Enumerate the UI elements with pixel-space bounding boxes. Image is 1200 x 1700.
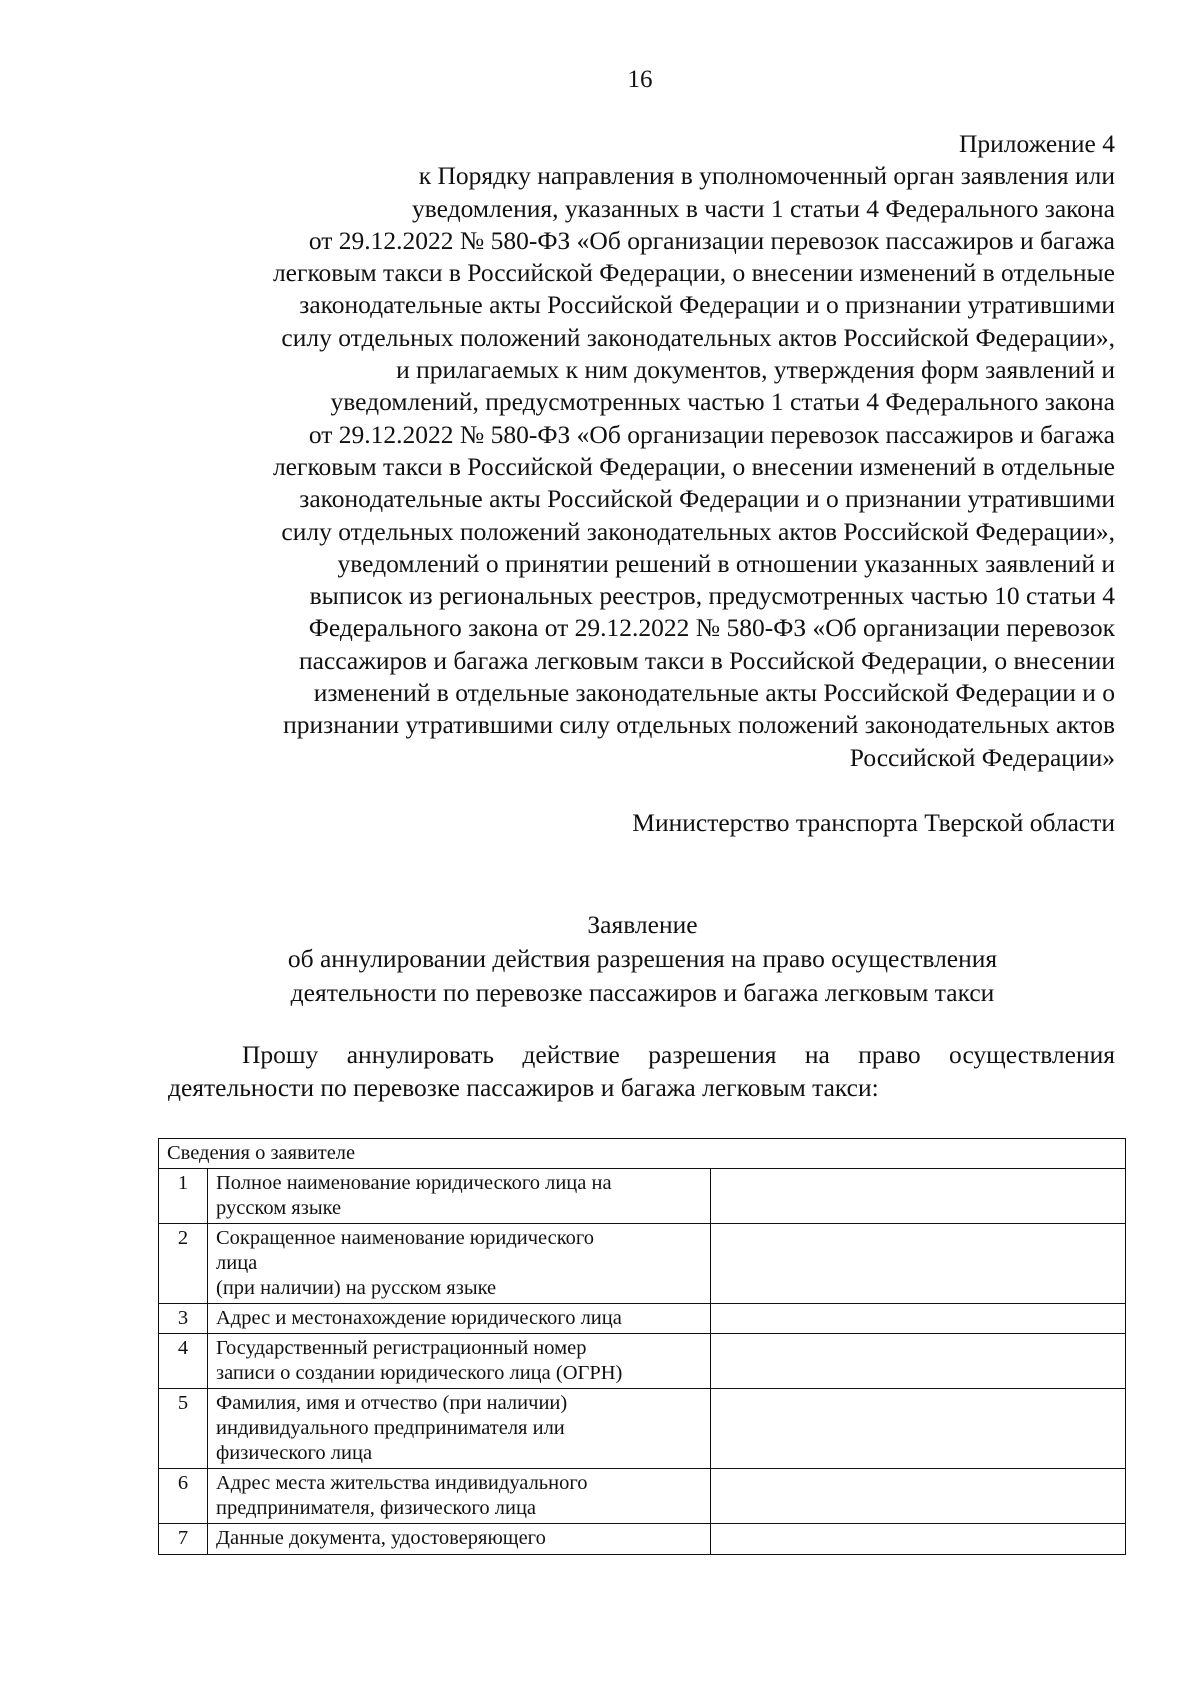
row-number: 6 — [159, 1469, 208, 1524]
annex-line: выписок из региональных реестров, предусмотренных частью 10 статьи 4 — [309, 581, 1115, 611]
row-value-field[interactable] — [711, 1334, 1126, 1389]
table-row — [159, 1524, 1126, 1555]
row-value-field[interactable] — [711, 1304, 1126, 1334]
annex-line: Приложение 4 — [959, 129, 1115, 158]
row-number: 1 — [159, 1169, 208, 1224]
annex-line: законодательные акты Российской Федерации и о признании утратившими — [299, 484, 1115, 514]
annex-line: и прилагаемых к ним документов, утверждения форм заявлений и — [396, 355, 1115, 385]
row-label — [208, 1469, 711, 1524]
table-row — [159, 1389, 1126, 1469]
row-label-line: Сокращенное наименование юридического — [216, 1227, 595, 1249]
request-line: Прошу аннулировать действие разрешения на право осуществления — [242, 1040, 1115, 1069]
annex-line: легковым такси в Российской Федерации, о внесении изменений в отдельные — [272, 258, 1115, 288]
table-row — [159, 1304, 1126, 1334]
row-value-field[interactable] — [711, 1169, 1126, 1224]
row-value-field[interactable] — [711, 1469, 1126, 1524]
request-line: деятельности по перевозке пассажиров и багажа легковым такси: — [168, 1073, 879, 1102]
annex-line: от 29.12.2022 № 580-ФЗ «Об организации перевозок пассажиров и багажа — [308, 419, 1115, 449]
row-label — [208, 1304, 711, 1334]
row-label-line: записи о создании юридического лица (ОГРН) — [216, 1362, 623, 1384]
row-label — [208, 1334, 711, 1389]
annex-line: уведомлений, предусмотренных частью 1 статьи 4 Федерального закона — [330, 387, 1115, 417]
row-label-line: лица — [216, 1252, 258, 1274]
annex-line: Федерального закона от 29.12.2022 № 580-ФЗ «Об организации перевозок — [308, 613, 1115, 643]
page-number: 16 — [627, 66, 653, 93]
annex-line: силу отдельных положений законодательных актов Российской Федерации», — [281, 516, 1115, 546]
row-label-line: Государственный регистрационный номер — [216, 1337, 587, 1359]
row-label-line: Фамилия, имя и отчество (при наличии) — [216, 1392, 568, 1414]
annex-header — [160, 128, 1115, 774]
row-label-line: индивидуального предпринимателя или — [216, 1417, 565, 1439]
row-label-line: русском языке — [216, 1197, 342, 1219]
title-subtitle-line: деятельности по перевозке пассажиров и багажа легковым такси — [290, 978, 995, 1007]
annex-line: уведомления, указанных в части 1 статьи 4 Федерального закона — [412, 193, 1115, 223]
row-label-line: физического лица — [216, 1442, 373, 1464]
row-label-line: Полное наименование юридического лица на — [216, 1172, 612, 1194]
annex-line: Российской Федерации» — [849, 742, 1115, 772]
row-label-line: предпринимателя, физического лица — [216, 1497, 537, 1519]
annex-line: от 29.12.2022 № 580-ФЗ «Об организации перевозок пассажиров и багажа — [308, 225, 1115, 255]
table-row — [159, 1224, 1126, 1304]
row-label-line: Адрес места жительства индивидуального — [216, 1472, 588, 1494]
annex-line: законодательные акты Российской Федерации и о признании утратившими — [299, 290, 1115, 320]
title-heading: Заявление — [587, 910, 698, 939]
row-label — [208, 1524, 711, 1555]
annex-line: признании утратившими силу отдельных положений законодательных актов — [283, 710, 1115, 740]
row-label — [208, 1389, 711, 1469]
table-section-header-row — [159, 1139, 1126, 1169]
row-label — [208, 1169, 711, 1224]
annex-line: уведомлений о принятии решений в отношении указанных заявлений и — [337, 548, 1115, 578]
table-row — [159, 1169, 1126, 1224]
row-number: 4 — [159, 1334, 208, 1389]
row-label — [208, 1224, 711, 1304]
row-number: 7 — [159, 1524, 208, 1555]
annex-line: легковым такси в Российской Федерации, о внесении изменений в отдельные — [272, 451, 1115, 481]
row-number: 3 — [159, 1304, 208, 1334]
document-title — [170, 908, 1115, 1010]
row-number: 2 — [159, 1224, 208, 1304]
row-label-line: Адрес и местонахождение юридического лица — [216, 1307, 622, 1329]
applicant-info-table — [158, 1138, 1126, 1555]
row-value-field[interactable] — [711, 1389, 1126, 1469]
annex-line: силу отдельных положений законодательных актов Российской Федерации», — [281, 322, 1115, 352]
row-label-line: Данные документа, удостоверяющего — [216, 1527, 546, 1549]
annex-line: к Порядку направления в уполномоченный орган заявления или — [418, 161, 1115, 191]
row-number: 5 — [159, 1389, 208, 1469]
request-paragraph — [168, 1038, 1115, 1104]
annex-line: изменений в отдельные законодательные акты Российской Федерации и о — [313, 678, 1115, 708]
table-section-header: Сведения о заявителе — [159, 1139, 1126, 1169]
row-value-field[interactable] — [711, 1224, 1126, 1304]
row-value-field[interactable] — [711, 1524, 1126, 1555]
table-row — [159, 1469, 1126, 1524]
table-row — [159, 1334, 1126, 1389]
row-label-line: (при наличии) на русском языке — [216, 1277, 497, 1299]
addressee: Министерство транспорта Тверской области — [632, 808, 1115, 837]
title-subtitle-line: об аннулировании действия разрешения на право осуществления — [287, 944, 998, 973]
annex-line: пассажиров и багажа легковым такси в Российской Федерации, о внесении — [299, 645, 1115, 675]
